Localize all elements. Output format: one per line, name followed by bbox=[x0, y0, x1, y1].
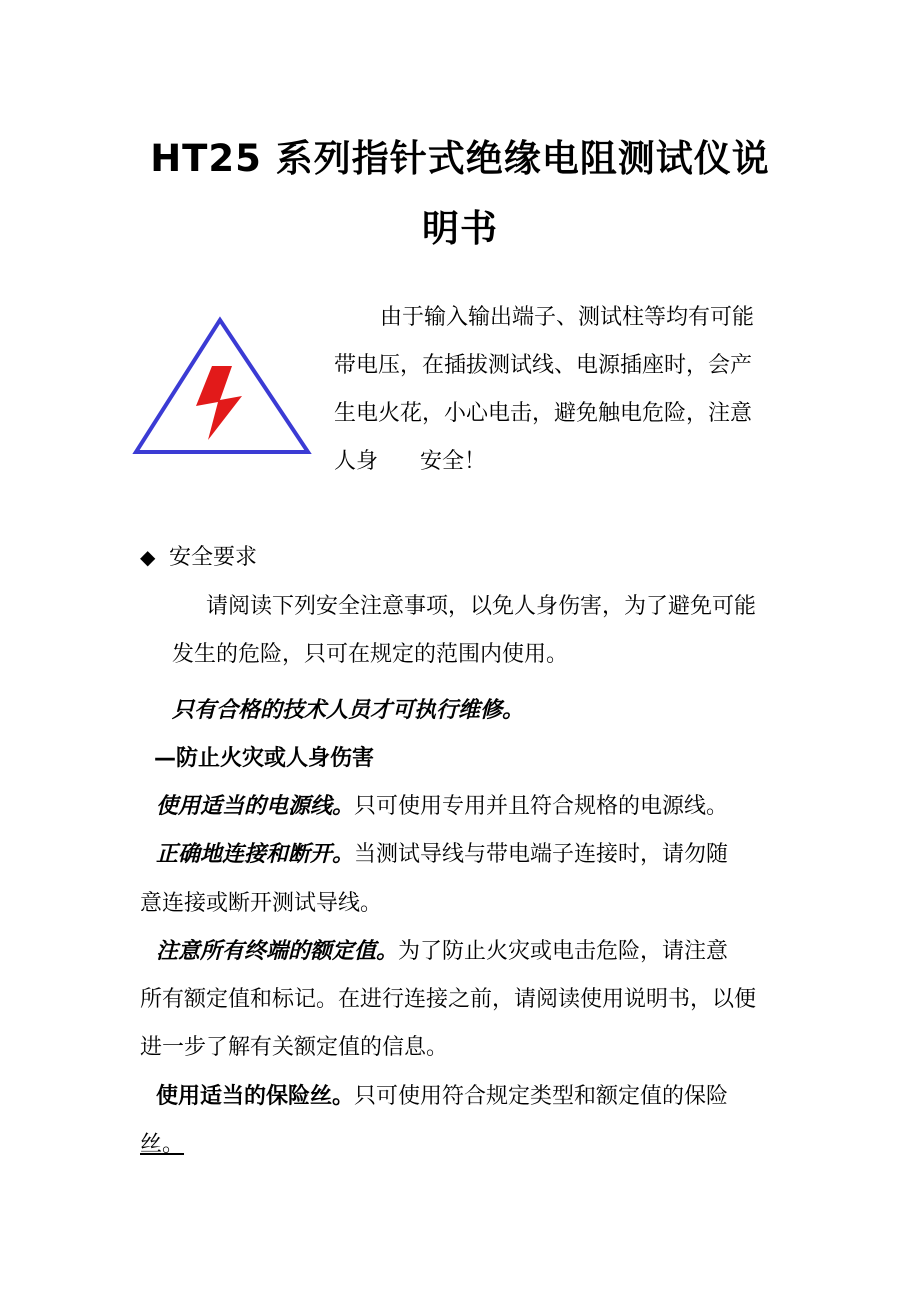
item-lead: 使用适当的保险丝。 bbox=[156, 1084, 355, 1109]
safety-intro-line-2: 发生的危险，只可在规定的范围内使用。 bbox=[172, 642, 569, 667]
item-power-cord bbox=[156, 792, 728, 822]
item-text: 只可使用符合规定类型和额定值的保险 bbox=[354, 1084, 729, 1109]
warning-line-3: 生电火花，小心电击，避免触电危险，注意 bbox=[334, 401, 753, 426]
item-ratings-cont-1: 所有额定值和标记。在进行连接之前，请阅读使用说明书，以便 bbox=[140, 987, 757, 1012]
warning-line-2: 带电压，在插拔测试线、电源插座时，会产 bbox=[334, 353, 753, 378]
diamond-bullet-icon: ◆ bbox=[140, 545, 156, 569]
item-fuse bbox=[156, 1082, 728, 1112]
high-voltage-warning-icon bbox=[130, 316, 314, 458]
item-text: 当测试导线与带电端子连接时，请勿随 bbox=[354, 842, 729, 867]
item-text: 为了防止火灾或电击危险，请注意 bbox=[398, 939, 729, 964]
doc-title-line1: HT25 系列指针式绝缘电阻测试仪说 bbox=[150, 137, 770, 180]
item-lead: 注意所有终端的额定值。 bbox=[156, 939, 399, 964]
item-connect-cont: 意连接或断开测试导线。 bbox=[140, 891, 383, 916]
doc-title-line2: 明书 bbox=[422, 207, 498, 250]
item-ratings-cont-2: 进一步了解有关额定值的信息。 bbox=[140, 1035, 449, 1060]
safety-heading-text: 安全要求 bbox=[169, 545, 258, 570]
item-lead: 正确地连接和断开。 bbox=[156, 842, 355, 867]
item-ratings bbox=[156, 937, 728, 967]
item-fuse-cont bbox=[140, 1130, 184, 1160]
fire-injury-heading: —防止火灾或人身伤害 bbox=[154, 746, 375, 771]
item-text: 只可使用专用并且符合规格的电源线。 bbox=[354, 794, 729, 819]
item-fuse-cont-text: 丝。 bbox=[140, 1132, 185, 1157]
item-connect bbox=[156, 840, 728, 870]
safety-heading bbox=[140, 542, 257, 573]
warning-line-1: 由于输入输出端子、测试柱等均有可能 bbox=[380, 305, 755, 330]
safety-intro-line-1: 请阅读下列安全注意事项，以免人身伤害，为了避免可能 bbox=[206, 594, 757, 619]
warning-line-4: 人身 安全！ bbox=[334, 449, 486, 474]
item-lead: 使用适当的电源线。 bbox=[156, 794, 355, 819]
qualified-personnel-note: 只有合格的技术人员才可执行维修。 bbox=[172, 698, 525, 723]
